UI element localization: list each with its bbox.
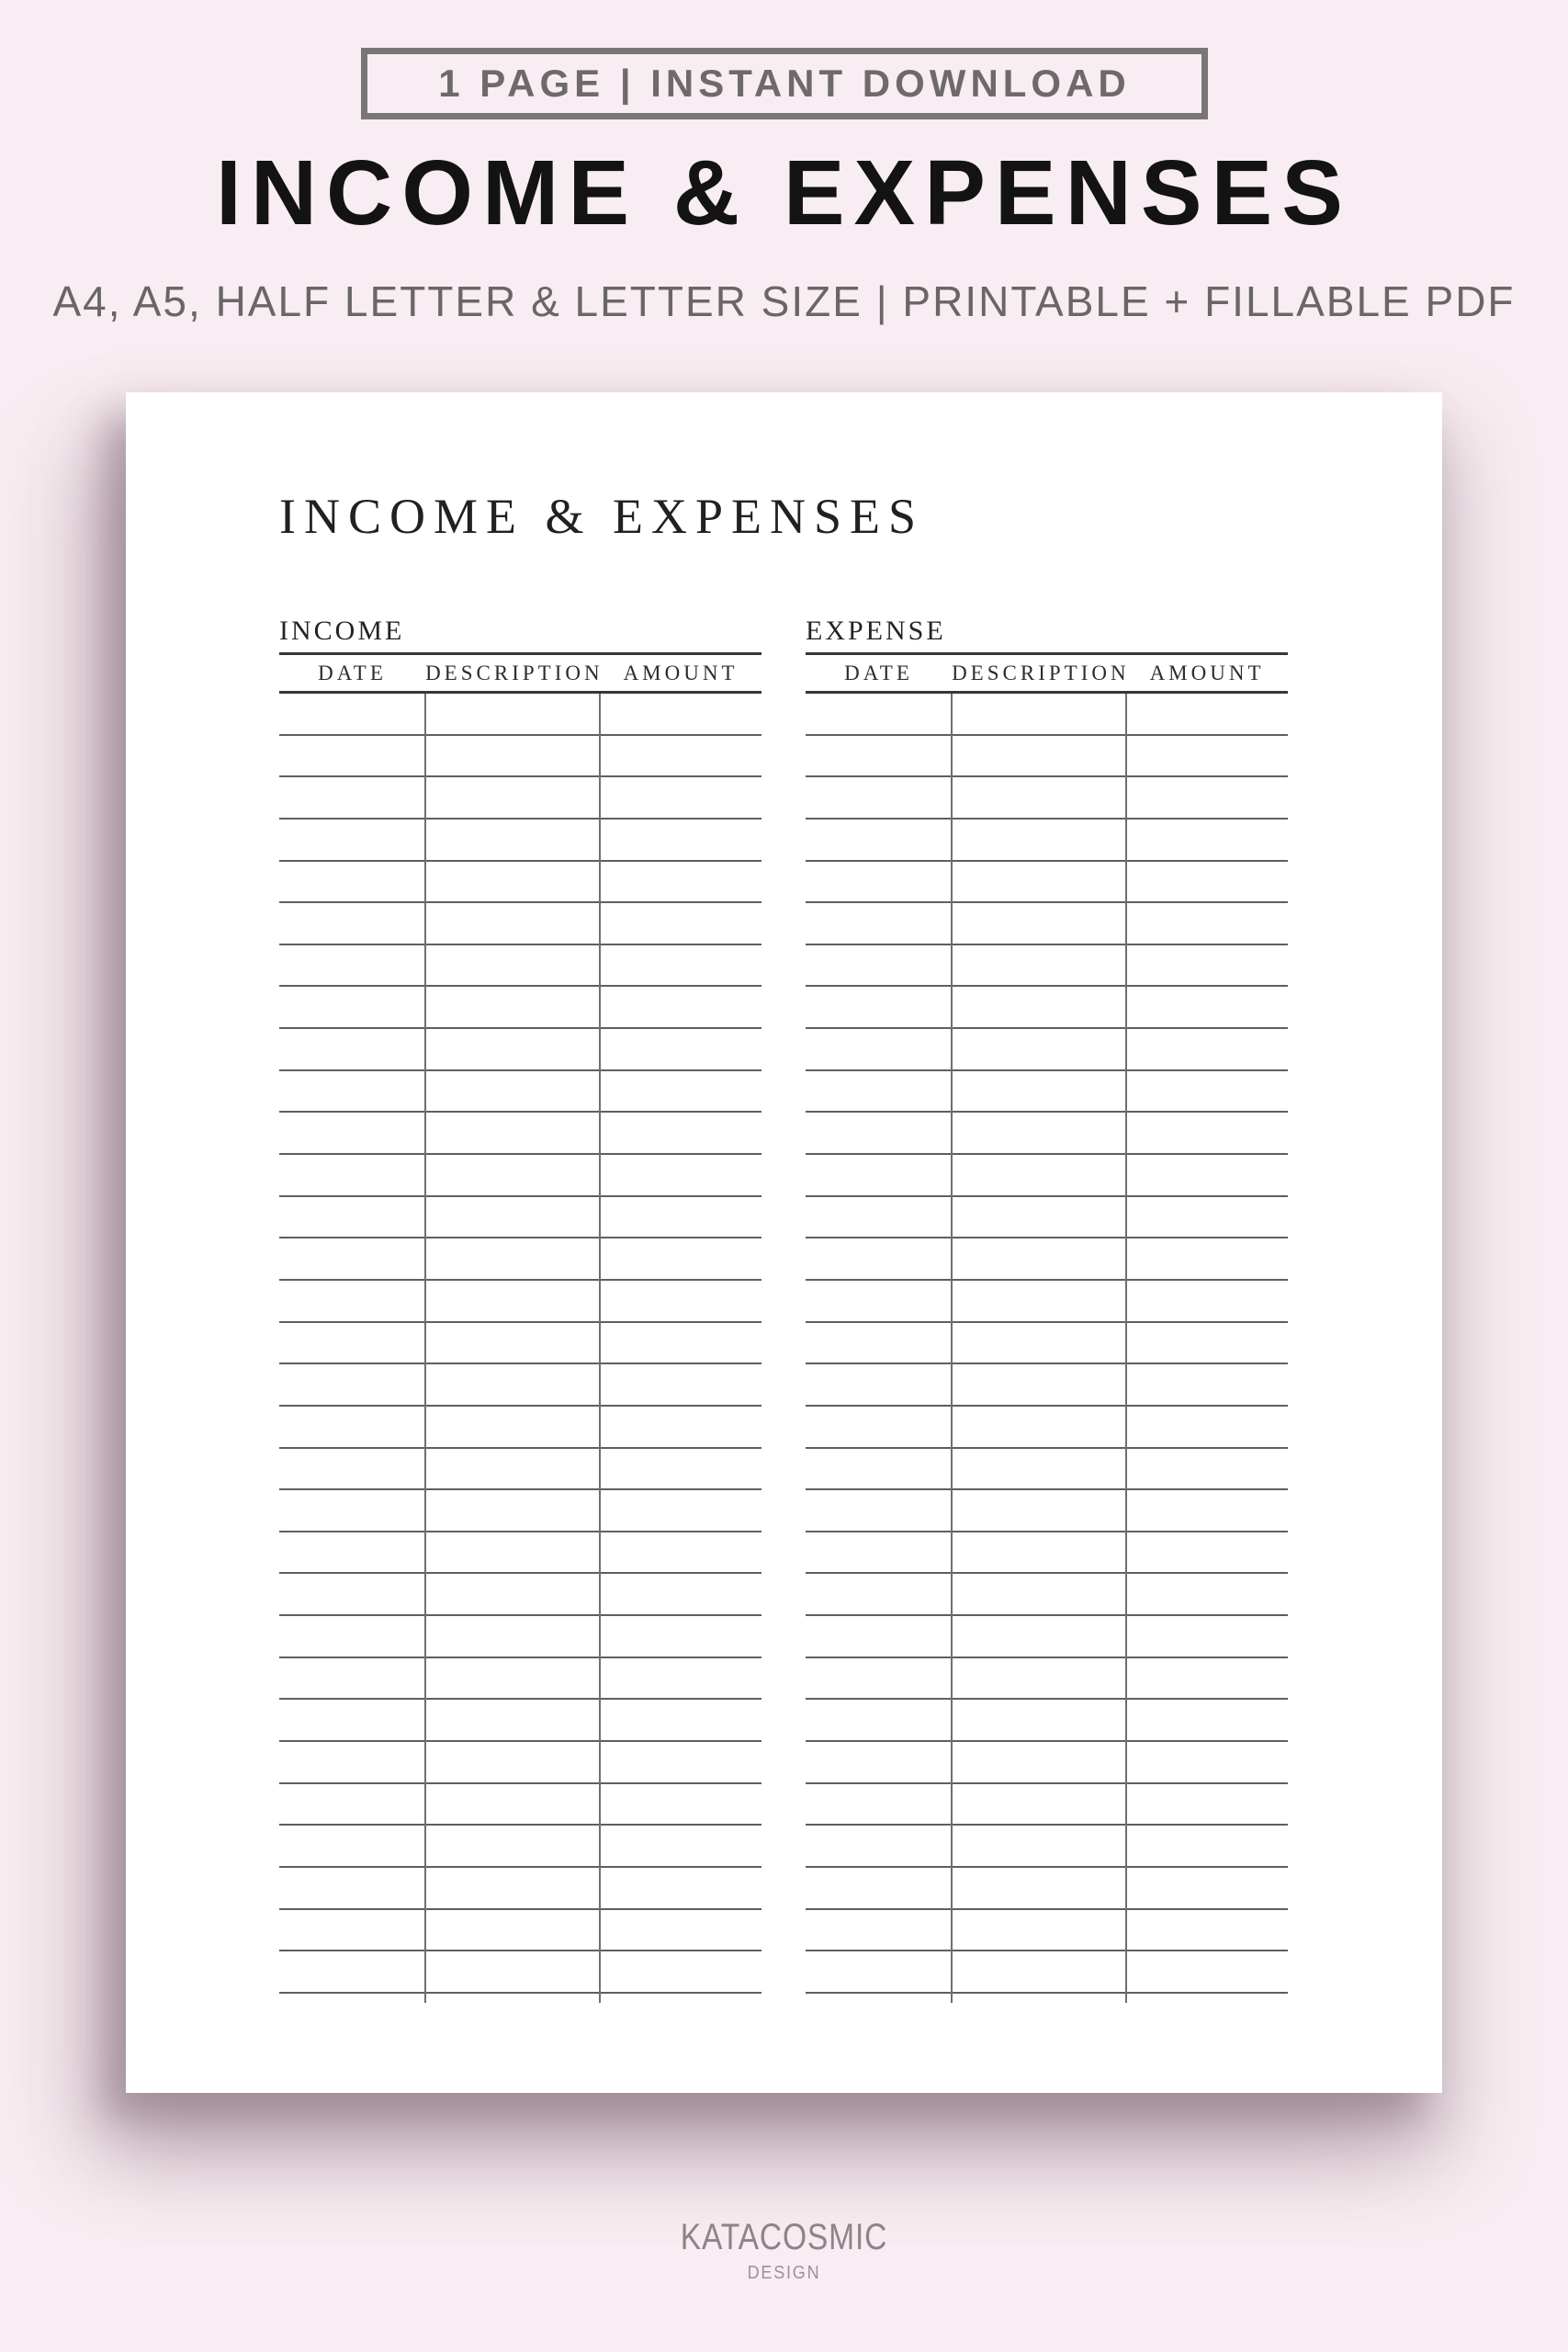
ledger-row	[279, 1742, 761, 1784]
ledger-row	[806, 1029, 1288, 1071]
ledger-row	[279, 1113, 761, 1155]
badge-label: 1 PAGE | INSTANT DOWNLOAD	[438, 62, 1131, 105]
column-divider-2	[1125, 694, 1127, 2003]
ledger-row	[806, 1323, 1288, 1365]
ledger-row	[806, 1490, 1288, 1532]
header-cell-description: DESCRIPTION	[425, 661, 604, 684]
table-header-row	[806, 655, 1288, 691]
ledger-row	[806, 1407, 1288, 1449]
ledger-row	[279, 1616, 761, 1658]
ledger-row	[279, 1197, 761, 1239]
ledger-row	[806, 1281, 1288, 1323]
section-label-income: INCOME	[279, 616, 405, 646]
ledger-tables	[279, 617, 1289, 1994]
main-title: INCOME & EXPENSES	[216, 141, 1352, 244]
ledger-row	[806, 1910, 1288, 1952]
header-cell-amount: AMOUNT	[623, 661, 739, 684]
ledger-row	[806, 862, 1288, 904]
ledger-row	[279, 1364, 761, 1407]
header-cell-date: DATE	[318, 661, 387, 684]
ledger-row	[279, 1281, 761, 1323]
ledger-row	[806, 987, 1288, 1029]
ledger-row	[279, 694, 761, 736]
ledger-row	[279, 1490, 761, 1532]
section-label-expense: EXPENSE	[806, 616, 946, 646]
expense-table-body	[806, 694, 1288, 1994]
ledger-row	[279, 1574, 761, 1616]
ledger-row	[806, 1951, 1288, 1994]
page-title: INCOME & EXPENSES	[279, 489, 925, 544]
ledger-row	[279, 862, 761, 904]
ledger-row	[806, 945, 1288, 988]
ledger-row	[806, 736, 1288, 778]
ledger-row	[279, 1868, 761, 1910]
table-header-row	[279, 655, 761, 691]
column-divider-1	[951, 694, 953, 2003]
ledger-row	[806, 1113, 1288, 1155]
ledger-row	[279, 820, 761, 862]
ledger-row	[806, 777, 1288, 820]
ledger-row	[279, 1449, 761, 1491]
ledger-row	[279, 1071, 761, 1114]
ledger-row	[279, 1700, 761, 1742]
ledger-row	[806, 1868, 1288, 1910]
ledger-row	[279, 987, 761, 1029]
column-divider-1	[424, 694, 426, 2003]
ledger-row	[806, 1700, 1288, 1742]
ledger-row	[806, 1826, 1288, 1868]
ledger-row	[806, 1238, 1288, 1281]
ledger-row	[806, 903, 1288, 945]
ledger-row	[806, 1742, 1288, 1784]
ledger-row	[279, 1658, 761, 1701]
ledger-row	[279, 1532, 761, 1575]
ledger-row	[806, 1197, 1288, 1239]
ledger-row	[279, 903, 761, 945]
ledger-row	[279, 1155, 761, 1197]
ledger-row	[806, 1532, 1288, 1575]
ledger-row	[279, 1029, 761, 1071]
download-badge	[361, 48, 1208, 119]
expense-section	[806, 617, 1288, 1994]
ledger-row	[279, 1238, 761, 1281]
ledger-row	[806, 1155, 1288, 1197]
ledger-row	[806, 1658, 1288, 1701]
ledger-row	[806, 1574, 1288, 1616]
ledger-row	[806, 1784, 1288, 1826]
ledger-row	[279, 1784, 761, 1826]
brand-subtitle: DESIGN	[747, 2263, 821, 2283]
ledger-row	[279, 945, 761, 988]
ledger-row	[279, 1910, 761, 1952]
brand-name: KATACOSMIC	[680, 2217, 888, 2257]
header-cell-date: DATE	[844, 661, 913, 684]
printable-page	[126, 392, 1442, 2093]
header-cell-amount: AMOUNT	[1149, 661, 1265, 684]
ledger-row	[806, 1616, 1288, 1658]
column-divider-2	[599, 694, 601, 2003]
income-table-body	[279, 694, 761, 1994]
ledger-row	[279, 736, 761, 778]
ledger-row	[806, 1364, 1288, 1407]
ledger-row	[279, 777, 761, 820]
ledger-row	[806, 820, 1288, 862]
ledger-row	[806, 1449, 1288, 1491]
ledger-row	[279, 1826, 761, 1868]
ledger-row	[806, 1071, 1288, 1114]
subtitle: A4, A5, HALF LETTER & LETTER SIZE | PRINTABLE + FILLABLE PDF	[52, 277, 1516, 325]
ledger-row	[279, 1951, 761, 1994]
ledger-row	[279, 1323, 761, 1365]
ledger-row	[806, 694, 1288, 736]
income-section	[279, 617, 761, 1994]
header-cell-description: DESCRIPTION	[952, 661, 1130, 684]
ledger-row	[279, 1407, 761, 1449]
